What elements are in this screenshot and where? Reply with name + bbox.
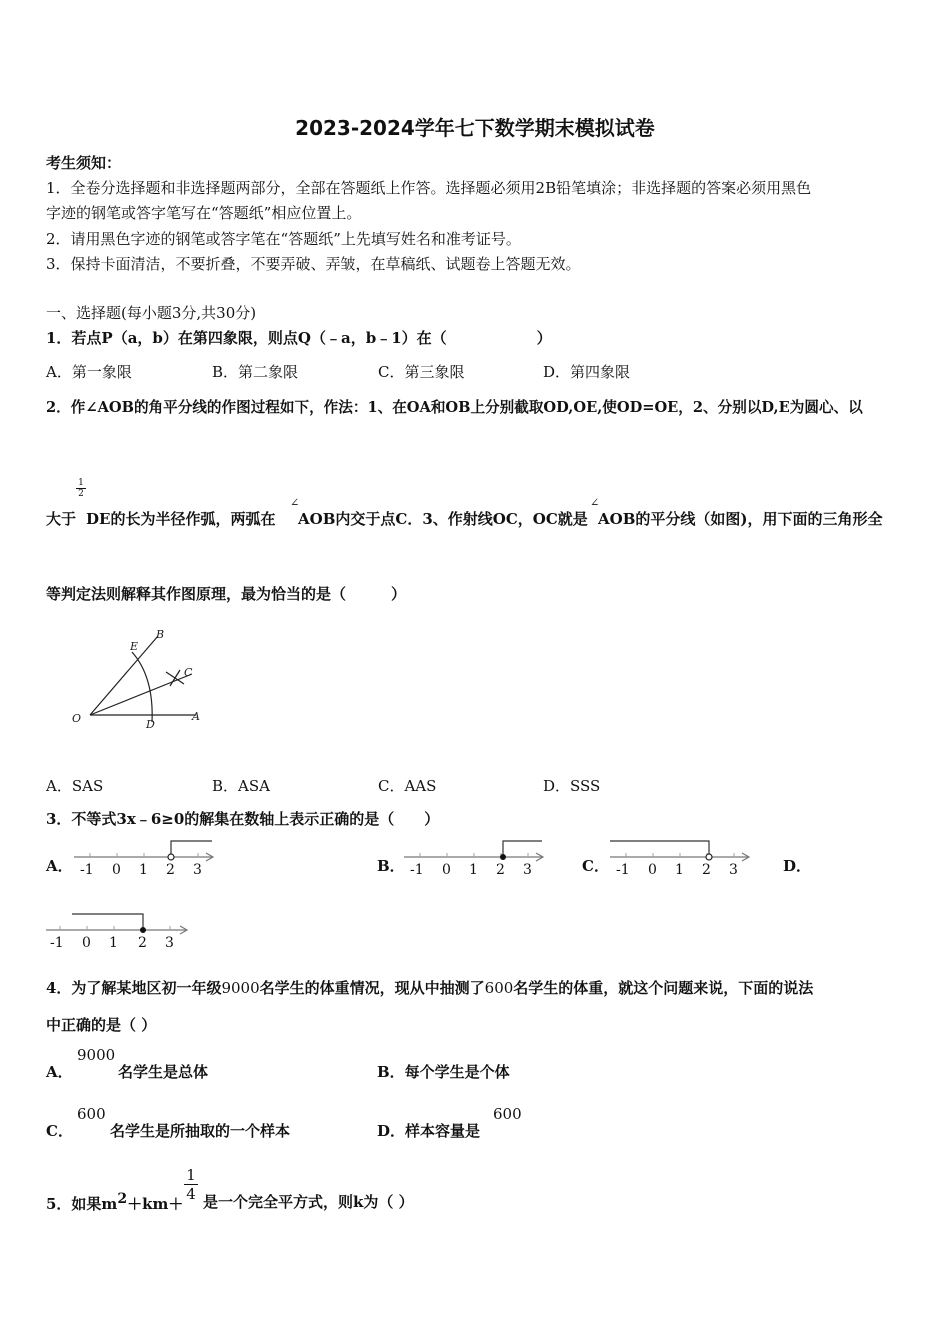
q2-line-2a: 大于 [46,510,77,528]
q2-option-b: B．ASA [212,777,270,795]
q4-line-1 [46,977,813,998]
tick-label: 1 [109,935,118,950]
page-title: 2023-2024学年七下数学期末模拟试卷 [295,116,655,140]
label-c: C [184,666,193,679]
q4-option-a-number: 9000 [77,1046,116,1064]
q2-fraction-half [76,478,86,499]
arc-mark-2 [170,670,180,686]
q5-part-c: 是一个完全平方式，则k为（ ） [203,1193,414,1211]
q2-line-2c: AOB内交于点C．3、作射线OC，OC就是 [298,510,588,528]
q2-line-2d: AOB的平分线（如图)，用下面的三角形全 [598,510,883,528]
notice-item-2: 2．请用黑色字迹的钢笔或答字笔在“答题纸”上先填写姓名和准考证号。 [46,230,521,248]
tick-label: 1 [675,862,684,878]
tick-label: 2 [138,935,147,950]
q2-fraction-num: 1 [78,478,84,488]
q2-angle-symbol-1: ∠ [290,496,300,509]
q4-option-d-number: 600 [493,1105,522,1123]
solution-bracket [503,841,542,857]
q4-number-600: 600 [484,979,514,997]
solution-bracket [610,841,709,857]
tick-label: 0 [442,862,451,878]
section-heading: 一、选择题(每小题3分,共30分) [46,304,257,322]
open-point [168,854,174,860]
number-line-d [42,906,192,950]
tick-label: 3 [193,862,202,878]
q4-option-d-text: D．样本容量是 [377,1122,481,1140]
tick-label: -1 [50,935,64,950]
angle-bisector-figure [66,622,216,732]
tick-label: 0 [82,935,91,950]
q3-option-b-label: B． [377,857,405,875]
tick-label: 2 [702,862,711,878]
q4-option-b: B．每个学生是个体 [377,1063,510,1081]
q4-option-c-text: 名学生是所抽取的一个样本 [110,1122,291,1140]
label-d: D [146,718,155,731]
q4-line-2: 中正确的是（ ） [46,1016,157,1034]
q3-stem: 3．不等式3x﹣6≥0的解集在数轴上表示正确的是（ ） [46,810,440,828]
number-line-c [606,836,756,878]
open-point [706,854,712,860]
q2-option-d: D．SSS [543,777,601,795]
q4-option-a-label: A． [46,1063,73,1081]
q1-option-b: B．第二象限 [212,363,299,381]
tick-label: 0 [112,862,121,878]
q5-part-a: 5．如果m [46,1195,118,1213]
q4-line-1a: 4．为了解某地区初一年级 [46,979,222,997]
q4-line-1c: 名学生的体重，就这个问题来说，下面的说法 [513,979,814,997]
notice-heading: 考生须知： [46,154,122,172]
q4-option-a-text: 名学生是总体 [118,1063,209,1081]
q1-option-a: A．第一象限 [46,363,132,381]
solution-bracket [171,841,212,857]
q2-line-1: 2．作∠AOB的角平分线的作图过程如下，作法：1、在OA和OB上分别截取OD,OE,使OD=OE，2、分别以D,E为圆心、以 [46,399,863,416]
tick-label: 2 [166,862,175,878]
number-line-a [70,836,220,878]
tick-label: 1 [139,862,148,878]
q4-option-c-number: 600 [77,1105,106,1123]
tick-label: -1 [410,862,424,878]
q4-option-c-label: C． [46,1122,73,1140]
tick-label: -1 [80,862,94,878]
closed-point [140,927,146,933]
q2-angle-symbol-2: ∠ [590,496,600,509]
q5-part-b: ＋km＋ [127,1195,184,1213]
q4-number-9000: 9000 [221,979,260,997]
notice-item-3: 3．保持卡面清洁，不要折叠，不要弄破、弄皱，在草稿纸、试题卷上答题无效。 [46,255,581,273]
label-a: A [192,710,200,723]
q3-option-a-label: A． [46,857,73,875]
q3-option-d-label: D． [783,857,812,875]
closed-point [500,854,506,860]
q5-fraction-num: 1 [186,1166,196,1184]
tick-label: 3 [523,862,532,878]
notice-item-1a: 1．全卷分选择题和非选择题两部分，全部在答题纸上作答。选择题必须用2B铅笔填涂；非选择题的答案必须用黑色 [46,179,812,197]
ray-ob [90,636,158,715]
label-b: B [156,628,165,641]
q3-option-c-label: C． [582,857,609,875]
tick-label: 3 [729,862,738,878]
label-o: O [72,712,82,725]
q5-stem [46,1191,183,1214]
q2-line-2b: DE的长为半径作弧，两弧在 [86,510,276,528]
q5-fraction-den: 4 [184,1184,198,1203]
q2-option-c: C．AAS [378,777,437,795]
tick-label: 3 [165,935,174,950]
q5-fraction-quarter [184,1166,198,1203]
notice-item-1b: 字迹的钢笔或答字笔写在“答题纸”相应位置上。 [46,204,362,222]
tick-label: 2 [496,862,505,878]
q2-fraction-den: 2 [76,488,86,499]
q1-option-d: D．第四象限 [543,363,631,381]
q2-option-a: A．SAS [46,777,104,795]
label-e: E [130,640,139,653]
q1-option-c: C．第三象限 [378,363,465,381]
ray-oc [90,674,192,715]
tick-label: -1 [616,862,630,878]
solution-bracket [72,914,143,930]
number-line-b [400,836,550,878]
tick-label: 1 [469,862,478,878]
q4-line-1b: 名学生的体重情况，现从中抽测了 [259,979,485,997]
q1-stem: 1．若点P（a，b）在第四象限，则点Q（﹣a，b﹣1）在（ ） [46,329,552,347]
tick-label: 0 [648,862,657,878]
q2-line-3: 等判定法则解释其作图原理，最为恰当的是（ ） [46,585,407,603]
q5-exponent: 2 [117,1191,128,1207]
